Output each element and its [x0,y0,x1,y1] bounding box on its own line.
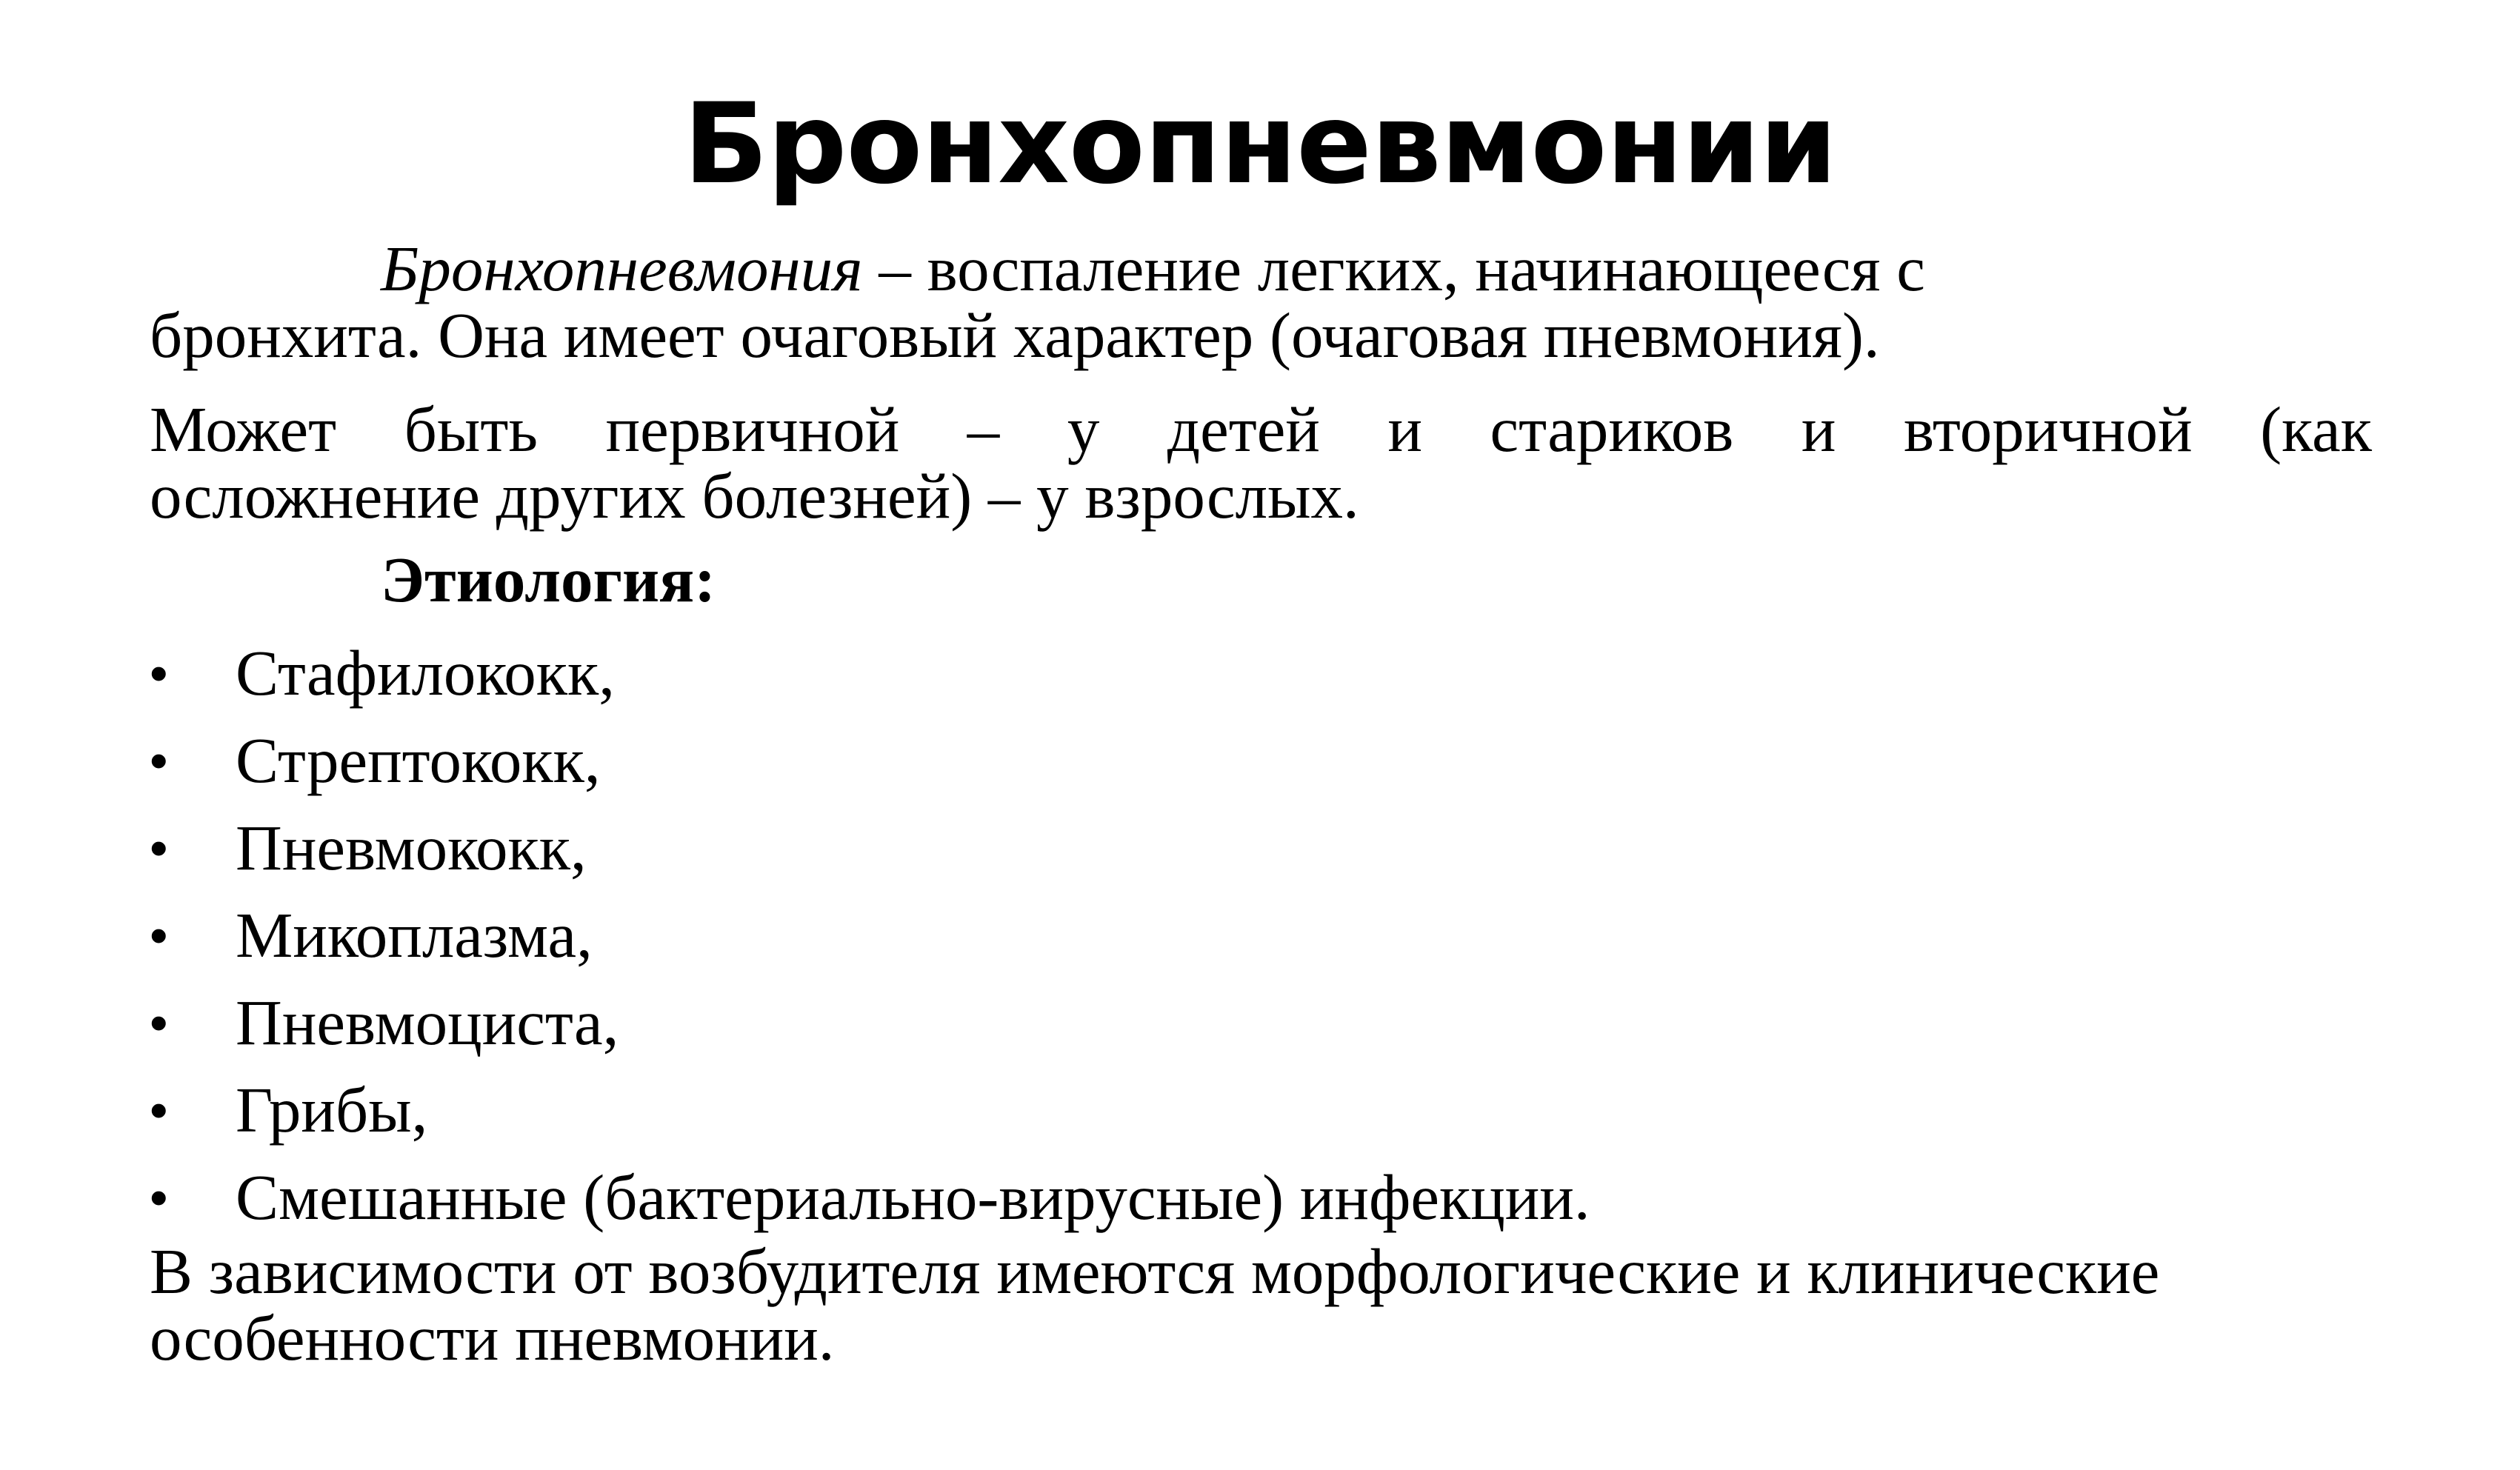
types-paragraph [150,393,2372,532]
slide-title: Бронхопневмонии [683,80,1837,209]
list-item: • Стафилококк, [150,629,1590,717]
bullet-icon: • [150,1169,168,1226]
etiology-list [150,629,1590,1241]
intro-line-1 [150,235,2372,302]
intro-term: Бронхопневмония [381,233,863,304]
intro-paragraph [150,235,2372,369]
bullet-icon: • [150,644,168,702]
list-item: • Пневмоциста, [150,979,1590,1066]
bullet-icon: • [150,1081,168,1139]
conclusion-line-1: В зависимости от возбудителя имеются морфологические и клинические [150,1235,2160,1307]
bullet-icon: • [150,994,168,1052]
list-item: • Смешанные (бактериально-вирусные) инфекции. [150,1154,1590,1241]
conclusion-line-2: особенности пневмонии. [150,1302,835,1374]
list-item: • Грибы, [150,1066,1590,1154]
conclusion-paragraph [150,1235,2372,1374]
intro-line-1-rest: – воспаление легких, начинающееся с [862,233,1925,304]
etiology-heading: Этиология: [381,544,716,615]
list-item: • Стрептококк, [150,717,1590,804]
bullet-icon: • [150,906,168,964]
types-line-1: Может быть первичной – у детей и стариков и вторичной (как [150,393,2372,465]
bullet-icon: • [150,819,168,877]
intro-line-2: бронхита. Она имеет очаговый характер (очаговая пневмония). [150,299,1880,371]
types-line-2: осложнение других болезней) – у взрослых. [150,460,1359,532]
list-item: • Микоплазма, [150,892,1590,979]
bullet-icon: • [150,732,168,789]
list-item: • Пневмококк, [150,804,1590,892]
